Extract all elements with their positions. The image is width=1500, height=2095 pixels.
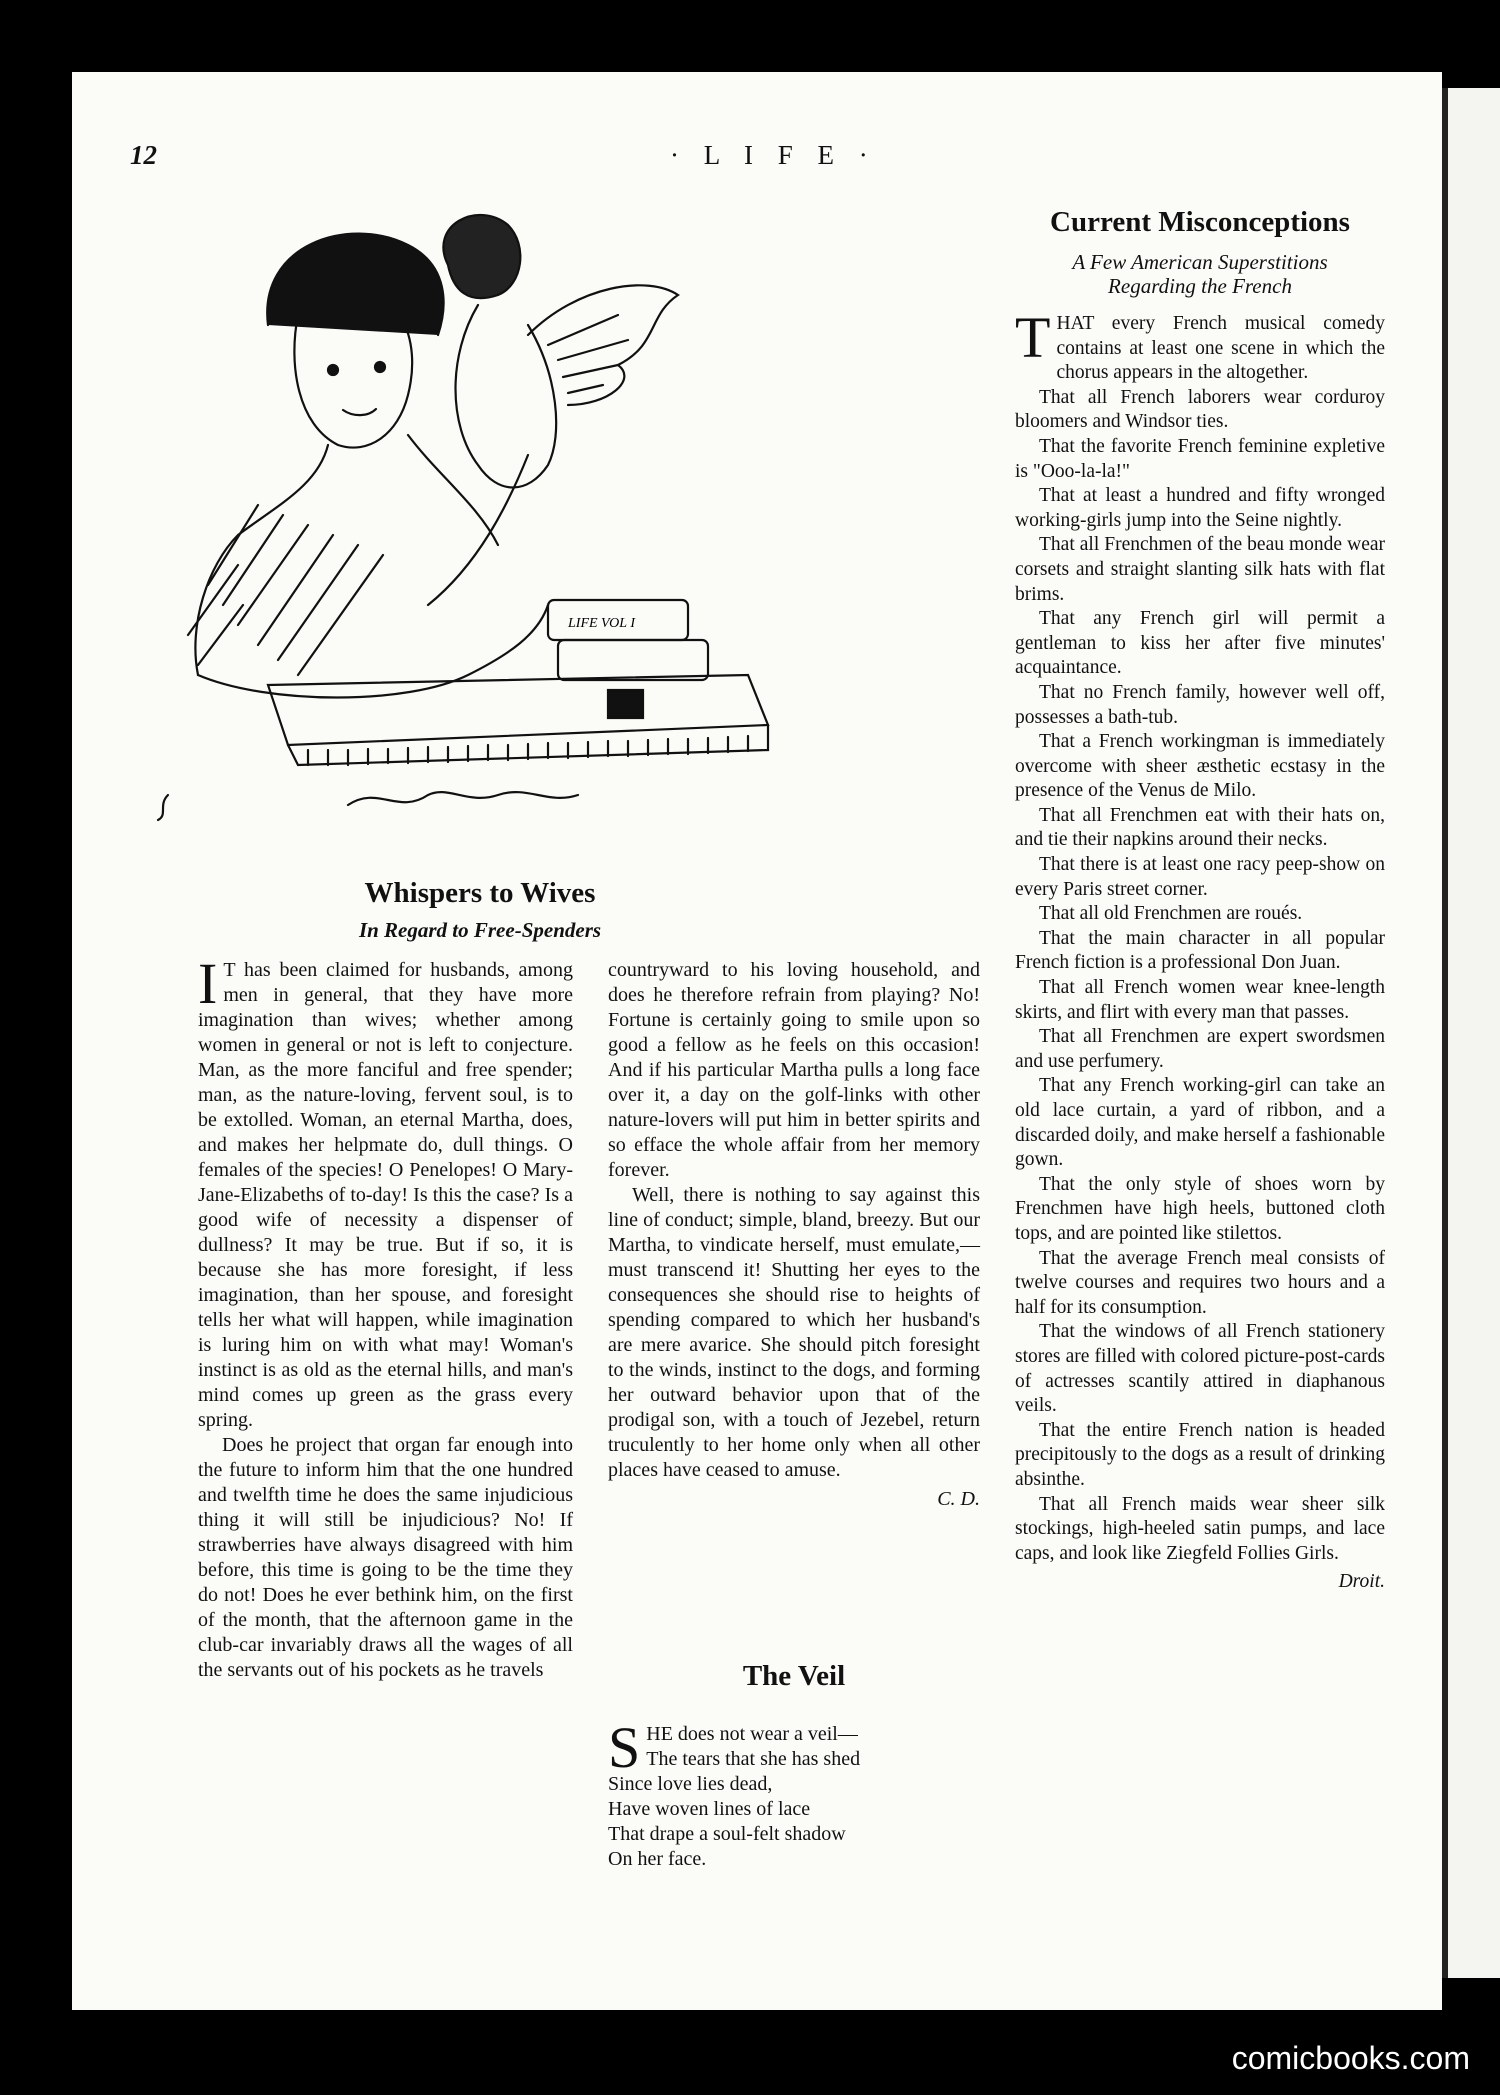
misconception-item [1015,305,1385,386]
misconception-item: That the only style of shoes worn by Frenchmen have high heels, buttoned cloth tops, and are pointed like stilettos. [1015,1173,1385,1244]
misconception-item: That all French maids wear sheer silk stockings, high-heeled satin pumps, and lace caps, and look like Ziegfeld Follies Girls. [1015,1493,1385,1564]
running-title: · L I F E · [670,140,877,170]
book-spine-label: LIFE VOL I [568,616,635,631]
misconception-item: That any French working-girl can take an old lace curtain, a yard of ribbon, and a discarded doily, and make herself a fashionable gown. [1015,1075,1385,1171]
misconception-item: That the average French meal consists of twelve courses and requires two hours and a half for its consumption. [1015,1247,1385,1318]
drop-cap: S [608,1715,641,1780]
whispers-paragraph-4: Well, there is nothing to say against this line of conduct; simple, bland, breezy. But our Martha, to vindicate herself, must emulate,— must transcend it! Shutting her eyes to the consequences she should rise to heights of spending compared to which her husband's are mere avarice. She should pitch foresight to the winds, instinct to the dogs, and forming her outward behavior upon that of the prodigal son, with a touch of Jezebel, return truculently to her home only when all other places have ceased to amuse. [608,1184,980,1481]
poem-line: The tears that she has shed [646,1748,861,1770]
article-subtitle-line-2: Regarding the French [1108,274,1292,298]
poem-line: Have woven lines of lace [608,1798,811,1820]
misconception-item: That all Frenchmen of the beau monde wear corsets and straight slanting silk hats with flat brims. [1015,534,1385,605]
page-header [0,140,1500,180]
whispers-column-1 [198,951,573,1683]
misconception-item: That the windows of all French stationery stores are filled with colored picture-post-cards of actresses scantily attired in diaphanous veils. [1015,1321,1385,1417]
misconception-item: That all French women wear knee-length skirts, and flirt with every man that passes. [1015,977,1385,1023]
poem-veil [608,1715,980,1872]
whispers-column-2 [608,958,980,1512]
misconception-item: That a French workingman is immediately overcome with sheer æsthetic ecstasy in the presence of the Venus de Milo. [1015,731,1385,802]
article-title-misconceptions: Current Misconceptions [1050,206,1350,238]
article-subtitle-whispers: In Regard to Free-Spenders [358,918,602,942]
misconceptions-column [1015,305,1385,1595]
drop-cap: I [198,951,218,1016]
misconception-item: That any French girl will permit a gentleman to kiss her after five minutes' acquaintance. [1015,608,1385,679]
misconception-item: That all old Frenchmen are roués. [1039,903,1303,925]
misconception-item: That all French laborers wear corduroy bloomers and Windsor ties. [1015,386,1385,433]
whispers-paragraph-2: Does he project that organ far enough into the future to inform him that the one hundred and twelfth time he does the same injudicious thing it will still be injudicious? No! If strawberries have always disagreed with him before, this time is going to be the time they do not! Does he ever bethink him, on the first of the month, that the afternoon game in the club-car invariably draws all the wages of all the servants out of his pockets as he travels [198,1434,573,1681]
illustration-woman-cupid [148,205,798,825]
watermark: comicbooks.com [1231,2040,1470,2076]
misconception-item: That the entire French nation is headed precipitously to the dogs as a result of drinking absinthe. [1015,1419,1385,1490]
drop-cap: T [1015,305,1051,370]
article-title-whispers: Whispers to Wives [364,877,596,909]
poem-line: Since love lies dead, [608,1773,773,1795]
paragraph-text: T has been claimed for husbands, among men in general, that they have more imagination than wives; whether among women in general or not is left to conjecture. Man, as the more fanciful and free spender; man, as the nature-loving, fervent soul, is to be extolled. Woman, an eternal Martha, does, and makes her helpmate do, dull things. O females of the species! O Penelopes! O Mary-Jane-Elizabeths of to-day! Is this the case? Is a good wife of necessity a dispenser of dullness? It may be true. But if so, it is because she has more foresight, if less imagination, than her spouse, and foresight tells her what will happen, while imagination is luring him on with what may! Woman's instinct is as old as the eternal hills, and man's mind comes up green as the grass every spring. [198,959,573,1431]
whispers-signature: C. D. [937,1488,980,1510]
misconception-item: That all Frenchmen eat with their hats on, and tie their napkins around their necks. [1015,804,1385,851]
article-subtitle-line-1: A Few American Superstitions [1072,250,1328,274]
poem-title-veil: The Veil [742,1660,846,1692]
whispers-paragraph-3: countryward to his loving household, and does he therefore refrain from playing? No! Fortune is certainly going to smile upon so good a fellow as he feels on this occasion! And if his particular Martha pulls a long face over it, a day on the golf-links with other nature-lovers will put him in better spirits and so efface the whole affair from her memory forever. [608,959,980,1181]
misconception-item: That the main character in all popular French fiction is a professional Don Juan. [1015,927,1385,974]
misconceptions-signature: Droit. [1338,1571,1385,1593]
paragraph-text: HAT every French musical comedy contains at least one scene in which the chorus appears in the altogether. [1056,313,1385,384]
poem-line: HE does not wear a veil— [646,1723,858,1745]
misconception-item: That the favorite French feminine expletive is "Ooo-la-la!" [1015,435,1385,482]
misconception-item: That all Frenchmen are expert swordsmen and use perfumery. [1015,1026,1385,1072]
adjacent-page-edge [1442,88,1500,1978]
poem-line: That drape a soul-felt shadow [608,1823,846,1845]
poem-line: On her face. [608,1848,707,1870]
page-number: 12 [130,140,157,170]
misconception-item: That there is at least one racy peep-show on every Paris street corner. [1015,854,1385,900]
whispers-paragraph-1 [198,951,573,1433]
misconception-item: That no French family, however well off, possesses a bath-tub. [1015,681,1385,728]
misconception-item: That at least a hundred and fifty wronged working-girls jump into the Seine nightly. [1015,485,1385,531]
